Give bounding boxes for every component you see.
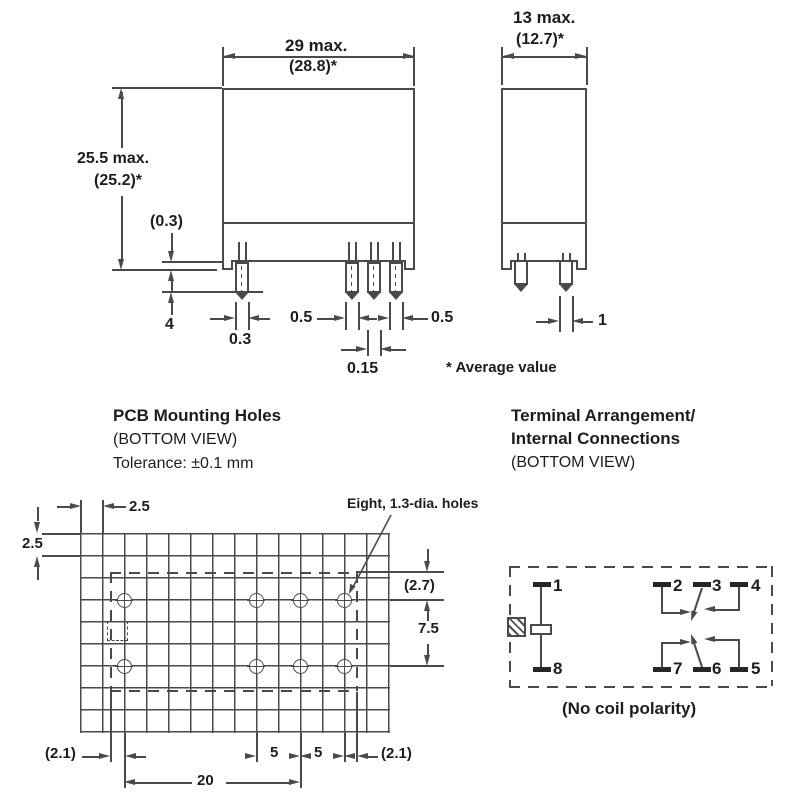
pcb-section-title: PCB Mounting Holes [113,406,282,425]
terminal-pin-label: 6 [712,659,722,678]
edge-dim-right: (2.1) [381,745,412,762]
edge-dim-left: (2.1) [45,745,76,762]
terminal-pin-label: 4 [751,576,761,595]
holes-note: Eight, 1.3-dia. holes [347,495,479,511]
row-pitch-dim: 7.5 [418,620,439,637]
pin-pitch-dim: 0.5 [290,309,313,326]
blade-arrowhead [691,610,697,621]
grid-col-dim: 2.5 [129,498,150,515]
span-dim: 20 [197,772,214,789]
pin-length-dim: 4 [165,316,174,333]
terminal-pin-label: 5 [751,659,761,678]
terminal-title-line1: Terminal Arrangement/ [511,406,696,425]
hole-offset-dim: (2.7) [404,577,435,594]
pin-pitch-dim: 0.5 [431,309,454,326]
contact-blade-pin6 [694,643,702,667]
pin-thickness-dim: 0.15 [347,360,379,377]
front-height-avg-dim: (25.2)* [94,172,143,189]
terminal-pin-label: 3 [712,576,722,595]
hole-pitch-dim: 5 [270,744,279,761]
hole-pitch-dim: 5 [314,744,323,761]
blade-arrowhead [691,634,697,645]
pin-width-dim: 0.3 [229,331,252,348]
terminal-title-line2: Internal Connections [511,429,681,448]
contact-blade-pin3 [694,588,702,612]
side-width-dim: 13 max. [513,8,576,27]
pcb-view-label: (BOTTOM VIEW) [113,431,238,448]
terminal-view-label: (BOTTOM VIEW) [511,454,636,471]
terminal-pin-label: 1 [553,576,563,595]
terminal-pin-label: 8 [553,659,563,678]
terminal-pin-label: 2 [673,576,683,595]
side-width-avg-dim: (12.7)* [516,31,565,48]
side-pin-width-dim: 1 [598,312,607,329]
footnote: * Average value [446,359,557,376]
front-width-avg-dim: (28.8)* [289,58,338,75]
grid-row-dim: 2.5 [22,535,43,552]
standoff-dim: (0.3) [150,213,183,230]
pcb-tolerance-label: Tolerance: ±0.1 mm [113,455,254,472]
front-height-dim: 25.5 max. [77,150,150,167]
terminal-caption: (No coil polarity) [562,699,697,718]
terminal-pin-label: 7 [673,659,683,678]
holes-note-leader-line [353,515,391,587]
front-width-dim: 29 max. [285,36,348,55]
